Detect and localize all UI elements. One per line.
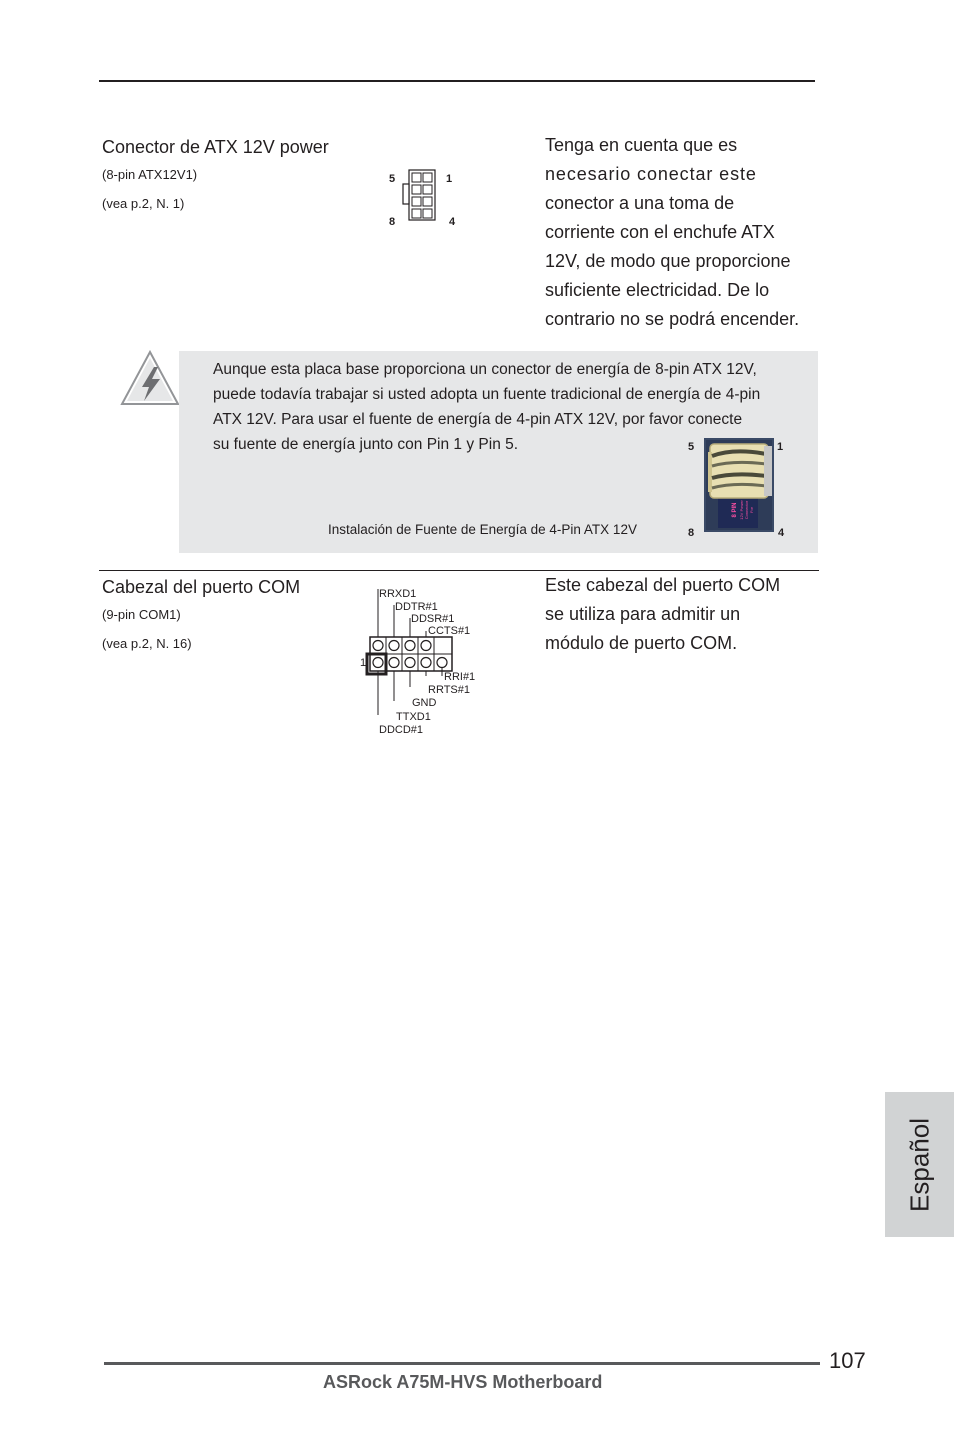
photo-pin-4: 4: [778, 527, 785, 539]
com-label-rri1: RRI#1: [444, 671, 476, 683]
atx-pin-8: 8: [389, 216, 396, 228]
caution-line: Aunque esta placa base proporciona un conector de energía de 8-pin ATX 12V,: [213, 361, 757, 378]
power-plug-photo: [704, 438, 774, 532]
atx-description: [545, 131, 799, 334]
com-desc-line: se utiliza para admitir un: [545, 604, 741, 624]
atx-desc-line: Tenga en cuenta que es: [545, 135, 738, 155]
com-pin-one-label: 1: [360, 657, 367, 669]
caution-line: puede todavía trabajar si usted adopta un fuente tradicional de energía de 4-pin: [213, 386, 761, 403]
com-desc-line: módulo de puerto COM.: [545, 633, 738, 653]
photo-label-line: Connector: [744, 500, 749, 520]
atx-desc-line: conector a una toma de: [545, 193, 735, 213]
photo-pin-8: 8: [688, 527, 695, 539]
com-label-rrts1: RRTS#1: [428, 684, 470, 696]
page-number: 107: [829, 1348, 866, 1373]
com-subtitle-pin: (9-pin COM1): [102, 607, 181, 622]
atx-subtitle-pin: (8-pin ATX12V1): [102, 167, 198, 182]
com-header-diagram: [358, 585, 478, 737]
language-tab: [885, 1092, 954, 1237]
photo-pin-1: 1: [777, 441, 784, 453]
atx-pin-5: 5: [389, 173, 396, 185]
atx-desc-line: suficiente electricidad. De lo: [545, 280, 770, 300]
com-label-ccts1: CCTS#1: [428, 625, 471, 637]
atx-pin-4: 4: [449, 216, 456, 228]
photo-label-line: For: [749, 507, 754, 513]
atx-connector-icon: [400, 168, 440, 222]
photo-label-line: 12V Power: [739, 500, 744, 520]
com-desc-line: Este cabezal del puerto COM: [545, 575, 781, 595]
com-label-ttxd1: TTXD1: [396, 711, 431, 723]
atx-desc-line: necesario conectar este: [545, 164, 757, 184]
com-label-rrxd1: RRXD1: [379, 588, 417, 600]
com-subtitle-ref: (vea p.2, N. 16): [102, 636, 192, 651]
com-label-gnd: GND: [412, 697, 437, 709]
com-label-ddsr1: DDSR#1: [411, 613, 455, 625]
caution-caption: Instalación de Fuente de Energía de 4-Pin ATX 12V: [328, 522, 637, 537]
top-rule: [99, 80, 815, 82]
com-label-ddtr1: DDTR#1: [395, 601, 438, 613]
language-tab-label: Español: [904, 1117, 934, 1212]
photo-pin-5: 5: [688, 441, 695, 453]
atx-desc-line: contrario no se podrá encender.: [545, 309, 800, 329]
footer-rule: [104, 1362, 820, 1365]
atx-pin-1: 1: [446, 173, 453, 185]
warning-lightning-icon: [118, 349, 182, 409]
photo-label-line: 8 PIN: [732, 502, 738, 518]
com-description: [545, 571, 780, 658]
atx-desc-line: corriente con el enchufe ATX: [545, 222, 775, 242]
atx-desc-line: 12V, de modo que proporcione: [545, 251, 791, 271]
caution-line: su fuente de energía junto con Pin 1 y Pin 5.: [213, 436, 519, 453]
com-label-ddcd1: DDCD#1: [379, 724, 424, 736]
atx-title: Conector de ATX 12V power: [102, 137, 329, 157]
caution-text: [213, 357, 760, 457]
caution-line: ATX 12V. Para usar el fuente de energía de 4-pin ATX 12V, por favor conecte: [213, 411, 743, 428]
com-title: Cabezal del puerto COM: [102, 577, 301, 597]
atx-subtitle-ref: (vea p.2, N. 1): [102, 196, 185, 211]
footer-title: ASRock A75M-HVS Motherboard: [323, 1372, 603, 1392]
